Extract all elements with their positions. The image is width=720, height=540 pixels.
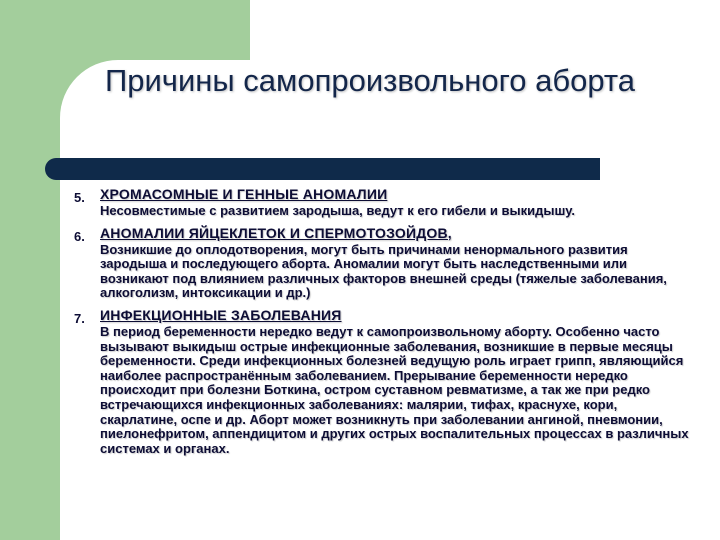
list-item [74,307,694,456]
item-number: 5. [74,190,85,205]
slide-title: Причины самопроизвольного аборта [104,63,636,98]
item-text: Несовместимые с развитием зародыша, ведут к его гибели и выкидышу. [100,203,575,218]
item-number: 6. [74,228,85,244]
cause-list [74,186,694,462]
item-text: В период беременности нередко ведут к самопроизвольному аборту. Особенно часто вызывают выкидыш острые инфекционные заболевания, возникшие в первые месяцы беременности. Среди инфекционных болезней ведущую роль играет грипп, являющийся наиболее распространённым заболеванием. Прерывание беременности нередко происходит при болезни Боткина, остром суставном ревматизме, а так же при редко встречающихся инфекционных заболеваниях: малярии, тифах, краснухе, кори, скарлатине, оспе и др. Аборт может возникнуть при заболевании ангиной, пневмонии, пиелонефритом, аппендицитом и других острых воспалительных процессах в различных системах и органах. [100,323,689,456]
list-item [74,225,694,301]
item-number: 7. [74,310,85,326]
item-heading: АНОМАЛИИ ЯЙЦЕКЛЕТОК И СПЕРМОТОЗОЙДОВ, [100,224,452,241]
item-heading: ИНФЕКЦИОННЫЕ ЗАБОЛЕВАНИЯ [100,306,342,323]
item-heading: ХРОМАСОМНЫЕ И ГЕННЫЕ АНОМАЛИИ [100,186,388,202]
item-text: Возникшие до оплодотворения, могут быть причинами ненормального развития зародыша и последующего аборта. Аномалии могут быть наследственными или возникают под влиянием различных факторов внешней среды (тяжелые заболевания, алкоголизм, интоксикации и др.) [100,241,667,301]
title-underline-bar [45,158,600,180]
list-item [74,186,694,219]
